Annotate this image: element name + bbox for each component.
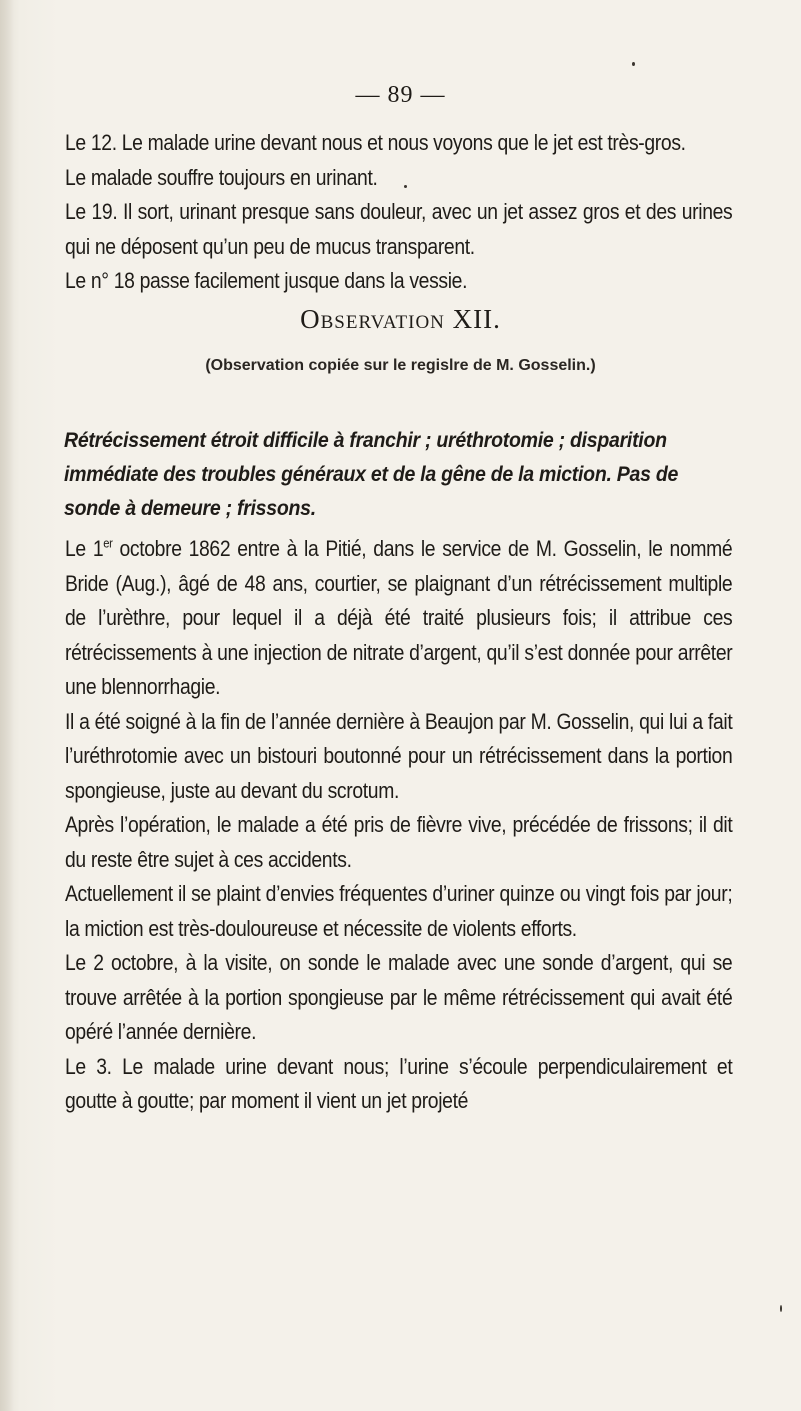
paragraph-pain: Le malade souffre toujours en urinant. <box>65 164 378 190</box>
page-number: — 89 — <box>355 82 446 108</box>
paragraph-catheter-18: Le n° 18 passe facilement jusque dans la vessie. <box>65 268 468 293</box>
paper-speck <box>404 185 407 188</box>
paragraph-day-19: Le 19. Il sort, urinant presque sans douleur, avec un jet assez gros et des urines qui ne déposent qu’un peu de mucus transparent. <box>65 199 733 259</box>
observation-heading: Observation XII. <box>300 304 501 334</box>
observation-source: (Observation copiée sur le regislre de M. Gosselin.) <box>205 357 596 374</box>
paper-speck <box>780 1305 782 1312</box>
continued-case-notes <box>65 126 732 299</box>
paragraph-post-operation: Après l’opération, le malade a été pris de fièvre vive, précédée de frissons; il dit du reste être sujet à ces accidents. <box>65 812 733 872</box>
paragraph-october-2: Le 2 octobre, à la visite, on sonde le malade avec une sonde d’argent, qui se trouve arrêtée à la portion spongieuse par le même rétrécissement qui avait été opéré l’année dernière. <box>65 950 733 1044</box>
observation-body <box>65 532 732 1119</box>
admission-text: octobre 1862 entre à la Pitié, dans le service de M. Gosselin, le nommé Bride (Aug.), âgé de 48 ans, courtier, se plaignant d’un rétrécissement multiple de l’urèthre, pour lequel il a déjà été traité plusieurs fois; il attribue ces rétrécissements à une injection de nitrate d’argent, qu’il s’est donnée pour arrêter une blennorrhagie. <box>65 536 733 699</box>
ordinal-superscript: er <box>103 535 113 551</box>
paragraph-admission <box>65 532 732 705</box>
paragraph-current-symptoms: Actuellement il se plaint d’envies fréquentes d’uriner quinze ou vingt fois par jour; la miction est très-douloureuse et nécessite de violents efforts. <box>65 881 733 941</box>
paragraph-day-12: Le 12. Le malade urine devant nous et nous voyons que le jet est très-gros. <box>65 130 686 155</box>
paragraph-previous-treatment: Il a été soigné à la fin de l’année dernière à Beaujon par M. Gosselin, qui lui a fait l’uréthrotomie avec un bistouri boutonné pour un rétrécissement dans la portion spongieuse, juste au devant du scrotum. <box>65 708 733 803</box>
observation-summary: Rétrécissement étroit difficile à franchir ; uréthrotomie ; disparition immédiate des troubles généraux et de la gêne de la miction. Pas de sonde à demeure ; frissons. <box>64 429 679 520</box>
paragraph-october-3: Le 3. Le malade urine devant nous; l’urine s’écoule perpendiculairement et goutte à goutte; par moment il vient un jet projeté <box>65 1053 733 1113</box>
page-gutter-shadow <box>0 0 14 1411</box>
paper-speck <box>632 62 635 66</box>
admission-date-prefix: Le 1 <box>65 536 104 561</box>
